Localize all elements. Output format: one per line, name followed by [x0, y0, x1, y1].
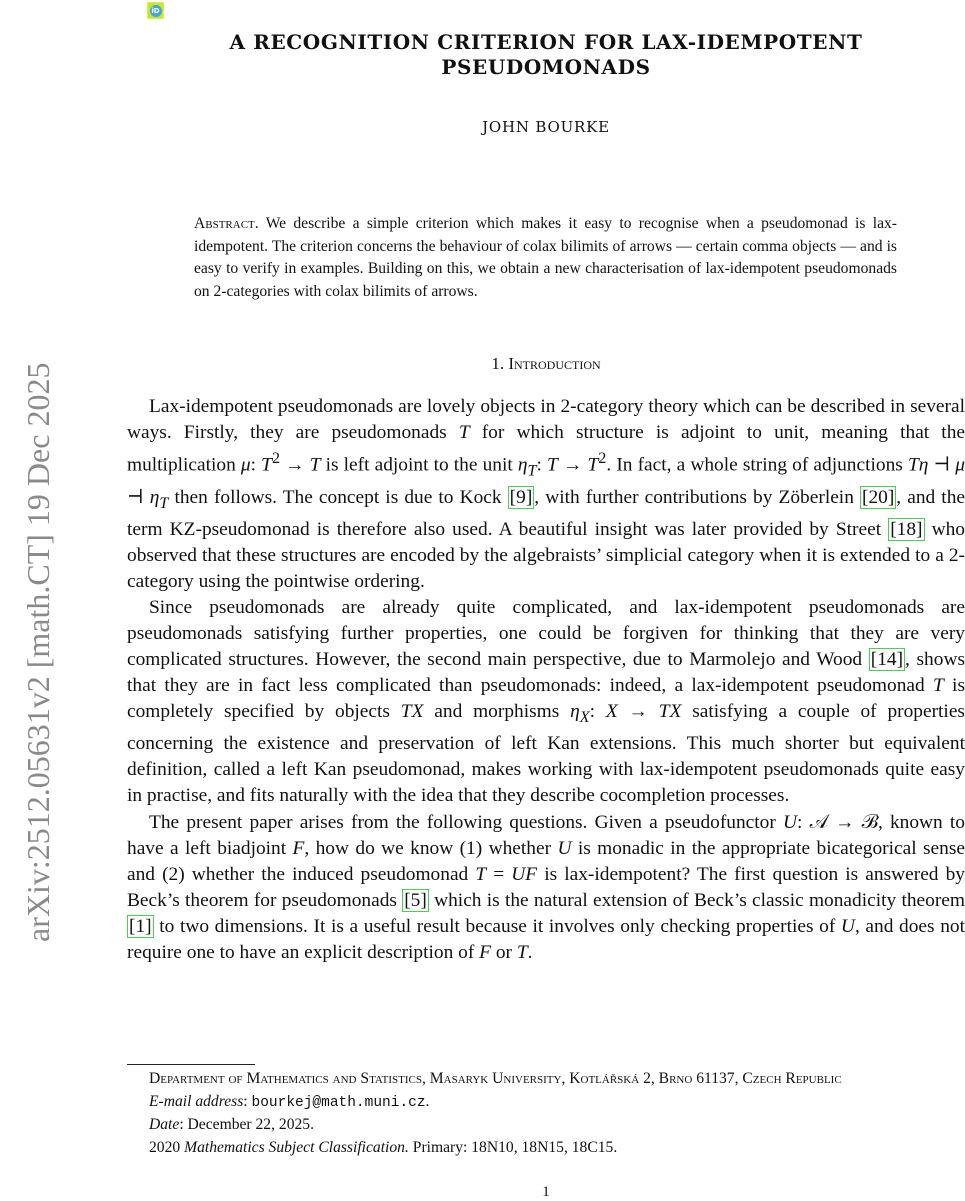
text-run: for which structure is adjoint to unit, meaning that the multiplication: [127, 422, 965, 476]
text-run: . In fact, a whole string of adjunctions: [606, 454, 908, 476]
orcid-badge-label: iD: [151, 6, 160, 15]
text-run: is completely specified by objects: [127, 675, 965, 723]
text-run: , known to have a left biadjoint: [127, 811, 965, 859]
arxiv-identifier: arXiv:2512.05631v2 [math.CT] 19 Dec 2025: [20, 362, 56, 942]
footnote-divider: [127, 1064, 255, 1065]
text-run: is monadic in the appropriate bicategorical sense and (2) whether the induced pseudomonad: [127, 837, 965, 885]
text-run: who observed that these structures are encoded by the algebraists’ simplicial category when it is extended to a 2-category using the pointwise ordering.: [127, 518, 965, 592]
affiliation: Department of Mathematics and Statistics, Masaryk University, Kotlářská 2, Brno 61137, Czech Republic: [149, 1070, 842, 1087]
section-heading: [127, 354, 965, 374]
email-label: E-mail address: [149, 1092, 244, 1110]
text-run: Lax-idempotent pseudomonads are lovely objects in 2-category theory which can be described in several ways. Firstly, they are pseudomonads: [127, 396, 965, 444]
abstract: [194, 213, 897, 303]
section-title: Introduction: [508, 354, 601, 373]
date-value: December 22, 2025.: [187, 1116, 314, 1134]
text-run: .: [527, 941, 533, 963]
email-line: E-mail address: bourkej@math.muni.cz.: [149, 1092, 430, 1111]
footnotes: [127, 1068, 965, 1159]
date-label: Date: [149, 1116, 180, 1134]
citation-link[interactable]: [14]: [870, 649, 904, 671]
author-name: JOHN BOURKE: [482, 118, 610, 136]
text-run: and morphisms: [423, 701, 571, 723]
citation-link[interactable]: [9]: [509, 486, 533, 508]
citation-link[interactable]: [18]: [890, 518, 923, 540]
text-run: Since pseudomonads are already quite complicated, and lax-idempotent pseudomonads are pseudomonads satisfying further properties, one could be forgiven for thinking that they are very complicated structures. However, the second main perspective, due to Marmolejo and Wood: [127, 596, 965, 671]
title-line-2: PSEUDOMONADS: [441, 55, 651, 79]
msc-year: 2020: [149, 1138, 185, 1156]
text-run: , and does not require one to have an explicit description of: [127, 915, 965, 963]
title-line-1: A RECOGNITION CRITERION FOR LAX-IDEMPOTENT: [229, 30, 863, 54]
text-run: or: [491, 941, 517, 963]
text-run: , shows that they are in fact less complicated than pseudomonads: indeed, a lax-idempotent pseudomonad: [127, 649, 965, 697]
text-run: The present paper arises from the following questions. Given a pseudofunctor: [149, 811, 783, 833]
orcid-badge-icon[interactable]: [147, 2, 164, 19]
text-run: to two dimensions. It is a useful result because it involves only checking properties of: [153, 915, 841, 937]
msc-label: Mathematics Subject Classification.: [184, 1138, 409, 1156]
text-run: which is the natural extension of Beck’s classic monadicity theorem: [428, 889, 965, 911]
text-run: is left adjoint to the unit: [320, 454, 518, 476]
email-address[interactable]: bourkej@math.muni.cz: [251, 1094, 426, 1111]
text-run: , and the term KZ-pseudomonad is therefore also used. A beautiful insight was later provided by Street: [127, 486, 965, 540]
paper-title: [127, 30, 965, 80]
text-run: is lax-idempotent? The first question is answered by Beck’s theorem for pseudomonads: [127, 863, 965, 911]
date-line: Date: December 22, 2025.: [149, 1116, 314, 1134]
section-number: 1.: [491, 354, 505, 373]
page-number: 1: [542, 1184, 550, 1200]
text-run: , how do we know (1) whether: [304, 837, 558, 859]
paragraph-2: Since pseudomonads are already quite complicated, and lax-idempotent pseudomonads are pseudomonads satisfying further properties, one could be forgiven for thinking that they are very complicated structures. However, the second main perspective, due to Marmolejo and Wood [14] , shows that they are in fact less complicated than pseudomonads: indeed, a lax-idempotent pseudomonad T is completely specified by objects TX and morphisms $\eta_X$: X → TX satisfying a couple of properties concerning the existence and preservation of left Kan extensions. This much shorter but equivalent definition, called a left Kan pseudomonad, makes working with lax-idempotent pseudomonads quite easy in practise, and fits naturally with the idea that they describe cocompletion processes.: [127, 596, 965, 807]
msc-line: [127, 1137, 965, 1160]
body-text: [127, 394, 965, 966]
citation-link[interactable]: [1]: [129, 915, 152, 937]
abstract-label: Abstract.: [194, 215, 259, 232]
citation-link[interactable]: [5]: [404, 889, 427, 911]
text-run: , with further contributions by Zöberlein: [534, 486, 860, 508]
paragraph-3: The present paper arises from the following questions. Given a pseudofunctor U: 𝒜 → ℬ, known to have a left biadjoint F, how do we know (1) whether U is monadic in the appropriate bicategorical sense and (2) whether the induced pseudomonad T = UF is lax-idempotent? The first question is answered by Beck’s theorem for pseudomonads [5] which is the natural extension of Beck’s classic monadicity theorem [1] to two dimensions. It is a useful result because it involves only checking properties of U, and does not require one to have an explicit description of F or T.: [127, 811, 965, 963]
paragraph-1: Lax-idempotent pseudomonads are lovely objects in 2-category theory which can be described in several ways. Firstly, they are pseudomonads T for which structure is adjoint to unit, meaning that the multiplication μ: $T^2 \to T$ is left adjoint to the unit $\eta_T$: $T \to T^2$. In fact, a whole string of adjunctions Tη ⊣ μ ⊣ $\eta_T$ then follows. The concept is due to Kock [9] , with further contributions by Zöberlein [20] , and the term KZ-pseudomonad is therefore also used. A beautiful insight was later provided by Street [18] who observed that these structures are encoded by the algebraists’ simplicial category when it is extended to a 2-category using the pointwise ordering.: [127, 396, 965, 592]
text-run: then follows. The concept is due to Kock: [168, 486, 508, 508]
citation-link[interactable]: [20]: [861, 486, 895, 508]
abstract-text: We describe a simple criterion which makes it easy to recognise when a pseudomonad is lax-idempotent. The criterion concerns the behaviour of colax bilimits of arrows — certain comma objects — and is easy to verify in examples. Building on this, we obtain a new characterisation of lax-idempotent pseudomonads on 2-categories with colax bilimits of arrows.: [194, 215, 897, 300]
text-run: satisfying a couple of properties concerning the existence and preservation of left Kan extensions. This much shorter but equivalent definition, called a left Kan pseudomonad, makes working with lax-idempotent pseudomonads quite easy in practise, and fits naturally with the idea that they describe cocompletion processes.: [127, 701, 965, 807]
msc-value: Primary: 18N10, 18N15, 18C15.: [408, 1138, 618, 1156]
